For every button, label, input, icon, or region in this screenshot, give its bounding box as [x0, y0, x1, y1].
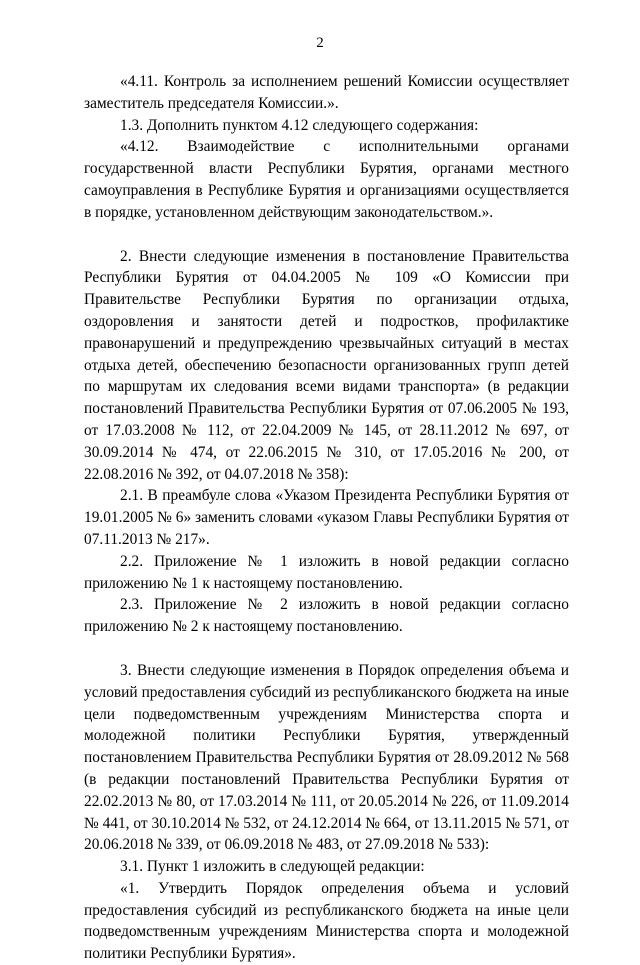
page-number: 2	[316, 35, 324, 51]
document-body	[84, 71, 569, 965]
paragraph-4-12: «4.12. Взаимодействие с исполнительными органами государственной власти Республики Бурятия, органами местного самоуправления в Республике Бурятия и организациями осуществляется в порядке, установленном действующим законодательством.».	[84, 138, 569, 221]
paragraph-2-3: 2.3. Приложение № 2 изложить в новой редакции согласно приложению № 2 к настоящему постановлению.	[84, 596, 569, 636]
paragraph-2-2: 2.2. Приложение № 1 изложить в новой редакции согласно приложению № 1 к настоящему постановлению.	[84, 552, 569, 592]
paragraph-3-1: 3.1. Пункт 1 изложить в следующей редакции:	[120, 858, 425, 876]
paragraph-2-1: 2.1. В преамбуле слова «Указом Президента Республики Бурятия от 19.01.2005 № 6» заменить словами «указом Главы Республики Бурятия от 07.11.2013 № 217».	[84, 487, 569, 548]
paragraph-2: 2. Внести следующие изменения в постановление Правительства Республики Бурятия от 04.04.2005 № 109 «О Комиссии при Правительстве Республики Бурятия по организации отдыха, оздоровления и занятости детей и подростков, профилактике правонарушений и предупреждению чрезвычайных ситуаций в местах отдыха детей, обеспечению безопасности организованных групп детей по маршрутам их следования всеми видами транспорта» (в редакции постановлений Правительства Республики Бурятия от 07.06.2005 № 193, от 17.03.2008 № 112, от 22.04.2009 № 145, от 28.11.2012 № 697, от 30.09.2014 № 474, от 22.06.2015 № 310, от 17.05.2016 № 200, от 22.08.2016 № 392, от 04.07.2018 № 358):	[84, 247, 569, 483]
paragraph-3: 3. Внести следующие изменения в Порядок определения объема и условий предоставления субсидий из республиканского бюджета на иные цели подведомственным учреждениям Министерства спорта и молодежной политики Республики Бурятия, утвержденный постановлением Правительства Республики Бурятия от 28.09.2012 № 568 (в редакции постановлений Правительства Республики Бурятия от 22.02.2013 № 80, от 17.03.2014 № 111, от 20.05.2014 № 226, от 11.09.2014 № 441, от 30.10.2014 № 532, от 24.12.2014 № 664, от 13.11.2015 № 571, от 20.06.2018 № 339, от 06.09.2018 № 483, от 27.09.2018 № 533):	[84, 661, 569, 854]
paragraph-1-3: 1.3. Дополнить пунктом 4.12 следующего содержания:	[120, 116, 479, 134]
paragraph-4-11: «4.11. Контроль за исполнением решений Комиссии осуществляет заместитель председателя Комиссии.».	[84, 73, 569, 112]
paragraph-quote-1: «1. Утвердить Порядок определения объема и условий предоставления субсидий из республиканского бюджета на иные цели подведомственным учреждениям Министерства спорта и молодежной политики Республики Бурятия».	[84, 879, 569, 963]
